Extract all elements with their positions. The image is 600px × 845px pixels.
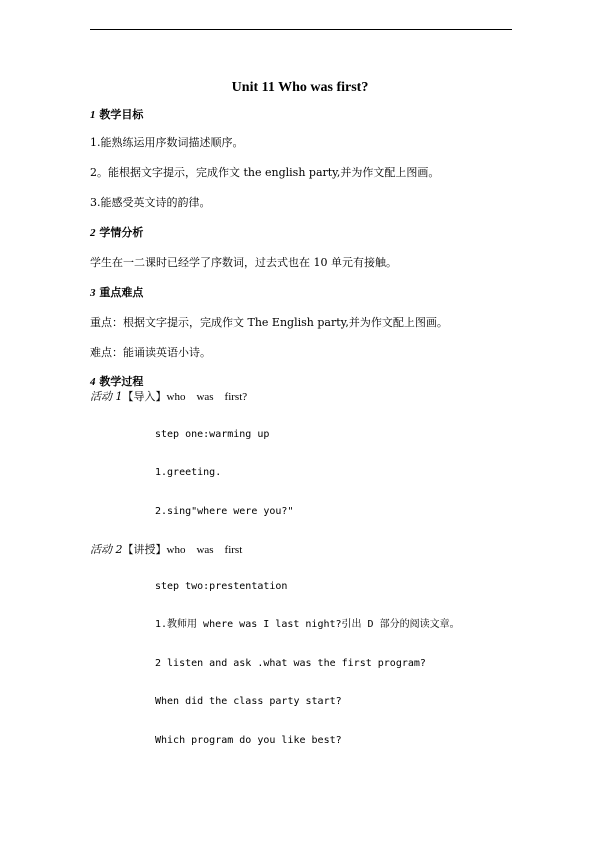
activity-1-step: step one:warming up [155,429,270,440]
section-heading-1: 1 教学目标 [90,108,144,121]
section-heading-2: 2 学情分析 [90,226,144,239]
activity-1-item-1: 1.greeting. [155,467,222,478]
activity-2-item-1: 1.教师用 where was I last night?引出 D 部分的阅读文章。 [155,619,460,630]
section-heading-3: 3 重点难点 [90,286,144,299]
activity-2-step: step two:prestentation [155,581,288,592]
page-title: Unit 11 Who was first? [231,80,369,95]
activity-2-question-2: Which program do you like best? [155,735,342,746]
section-heading-4: 4 教学过程 [90,375,144,388]
activity-2-item-2: 2 listen and ask .what was the first program? [155,658,426,669]
activity-1-item-2: 2.sing"where were you?" [155,506,294,517]
activity-1-line: 活动 1【导入】who was first? [90,390,248,403]
activity-2-question-1: When did the class party start? [155,696,342,707]
goal-2: 2。能根据文字提示，完成作文 the english party,并为作文配上图画。 [90,166,440,179]
activity-2-line: 活动 2【讲授】who was first [90,543,243,556]
difficult-point: 难点：能诵读英语小诗。 [90,346,211,359]
header-rule [90,29,512,30]
goal-3: 3.能感受英文诗的韵律。 [90,196,211,209]
analysis-paragraph: 学生在一二课时已经学了序数词，过去式也在 10 单元有接触。 [90,256,397,269]
goal-1: 1.能熟练运用序数词描述顺序。 [90,136,244,149]
key-point: 重点：根据文字提示，完成作文 The English party,并为作文配上图画。 [90,316,448,329]
